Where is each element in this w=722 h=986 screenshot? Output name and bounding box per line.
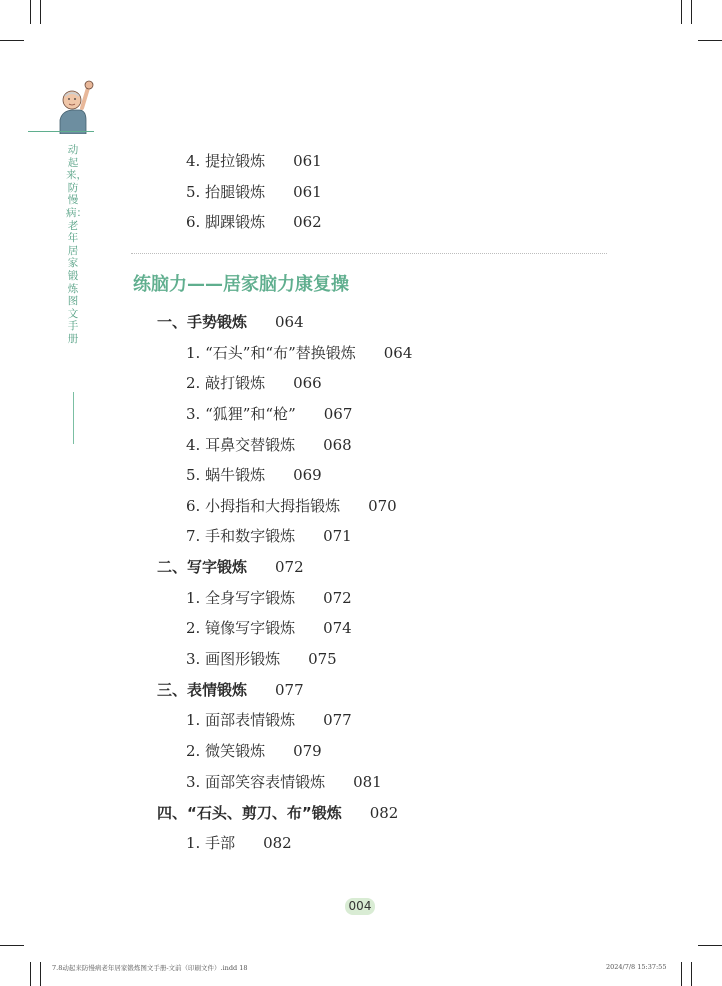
toc-entry xyxy=(186,710,352,730)
toc-entry xyxy=(186,182,322,202)
toc-entry xyxy=(186,741,322,761)
crop-mark xyxy=(681,962,682,986)
toc-entry xyxy=(186,404,352,424)
toc-entry-label: 1. 面部表情锻炼 xyxy=(186,711,296,729)
toc-entry-label: 2. 镜像写字锻炼 xyxy=(186,619,296,637)
print-slug-file: 7.8动起来防慢病老年居家锻炼图文手册-文前（印刷文件）.indd 18 xyxy=(52,964,248,972)
toc-entry-label: 3. “狐狸”和“枪” xyxy=(186,405,296,423)
toc-entry-label: 2. 微笑锻炼 xyxy=(186,742,266,760)
toc-entry xyxy=(186,212,322,232)
toc-page-number: 075 xyxy=(308,650,337,668)
toc-entry xyxy=(186,772,382,792)
toc-section-label: 一、手势锻炼 xyxy=(157,313,248,331)
toc-entry xyxy=(186,833,292,853)
toc-entry-label: 4. 耳鼻交替锻炼 xyxy=(186,436,296,454)
toc-entry xyxy=(186,526,352,546)
elderly-man-illustration xyxy=(52,78,96,134)
dotted-divider xyxy=(131,253,607,254)
toc-page-number: 082 xyxy=(369,804,399,822)
crop-mark xyxy=(681,0,682,24)
toc-entry xyxy=(186,649,337,669)
toc-page-number: 068 xyxy=(323,436,352,454)
toc-page-number: 067 xyxy=(323,405,353,423)
toc-page-number: 070 xyxy=(368,497,397,515)
toc-page-number: 066 xyxy=(293,374,322,392)
toc-page-number: 061 xyxy=(293,183,322,201)
toc-entry-label: 1. 手部 xyxy=(186,834,236,852)
toc-page-number: 071 xyxy=(323,527,352,545)
toc-section xyxy=(157,312,304,332)
toc-page-number: 072 xyxy=(275,558,304,576)
crop-mark xyxy=(30,0,31,24)
toc-section-label: 三、表情锻炼 xyxy=(157,681,248,699)
toc-section xyxy=(157,803,398,823)
crop-mark xyxy=(0,945,24,946)
crop-mark xyxy=(30,962,31,986)
toc-page-number: 074 xyxy=(323,619,352,637)
toc-entry xyxy=(186,496,397,516)
crop-mark xyxy=(691,0,692,24)
toc-page-number: 061 xyxy=(293,152,322,170)
crop-mark xyxy=(698,40,722,41)
toc-entry xyxy=(186,588,352,608)
toc-entry-label: 3. 画图形锻炼 xyxy=(186,650,281,668)
toc-entry-label: 1. “石头”和“布”替换锻炼 xyxy=(186,344,356,362)
toc-page-number: 079 xyxy=(293,742,322,760)
toc-entry-label: 3. 面部笑容表情锻炼 xyxy=(186,773,326,791)
chapter-title: 练脑力——居家脑力康复操 xyxy=(133,274,349,295)
crop-mark xyxy=(0,40,24,41)
toc-entry xyxy=(186,151,322,171)
side-vertical-rule xyxy=(73,392,74,444)
toc-section xyxy=(157,680,304,700)
toc-entry-label: 5. 抬腿锻炼 xyxy=(186,183,266,201)
toc-entry xyxy=(186,373,322,393)
toc-entry-label: 7. 手和数字锻炼 xyxy=(186,527,296,545)
toc-entry-label: 4. 提拉锻炼 xyxy=(186,152,266,170)
toc-entry xyxy=(186,618,352,638)
toc-entry-label: 5. 蜗牛锻炼 xyxy=(186,466,266,484)
toc-section xyxy=(157,557,304,577)
toc-page-number: 077 xyxy=(323,711,352,729)
print-slug-date: 2024/7/8 15:37:55 xyxy=(606,963,667,971)
toc-page-number: 062 xyxy=(293,213,322,231)
toc-page-number: 069 xyxy=(293,466,322,484)
toc-page-number: 064 xyxy=(383,344,413,362)
crop-mark xyxy=(40,0,41,24)
toc-page-number: 082 xyxy=(263,834,292,852)
crop-mark xyxy=(40,962,41,986)
toc-page-number: 072 xyxy=(323,589,352,607)
page-number-badge: 004 xyxy=(345,898,375,915)
crop-mark xyxy=(698,945,722,946)
toc-entry xyxy=(186,465,322,485)
toc-section-label: 四、“石头、剪刀、布”锻炼 xyxy=(157,804,342,822)
crop-mark xyxy=(691,962,692,986)
toc-entry-label: 1. 全身写字锻炼 xyxy=(186,589,296,607)
toc-entry xyxy=(186,435,352,455)
toc-page-number: 077 xyxy=(275,681,304,699)
toc-section-label: 二、写字锻炼 xyxy=(157,558,248,576)
side-rule xyxy=(28,131,94,132)
toc-page-number: 081 xyxy=(353,773,382,791)
toc-entry-label: 6. 脚踝锻炼 xyxy=(186,213,266,231)
toc-entry-label: 6. 小拇指和大拇指锻炼 xyxy=(186,497,341,515)
toc-page-number: 064 xyxy=(275,313,304,331)
vertical-book-title: 动起来，防慢病：老年居家锻炼图文手册 xyxy=(66,144,87,345)
toc-entry xyxy=(186,343,412,363)
toc-entry-label: 2. 敲打锻炼 xyxy=(186,374,266,392)
